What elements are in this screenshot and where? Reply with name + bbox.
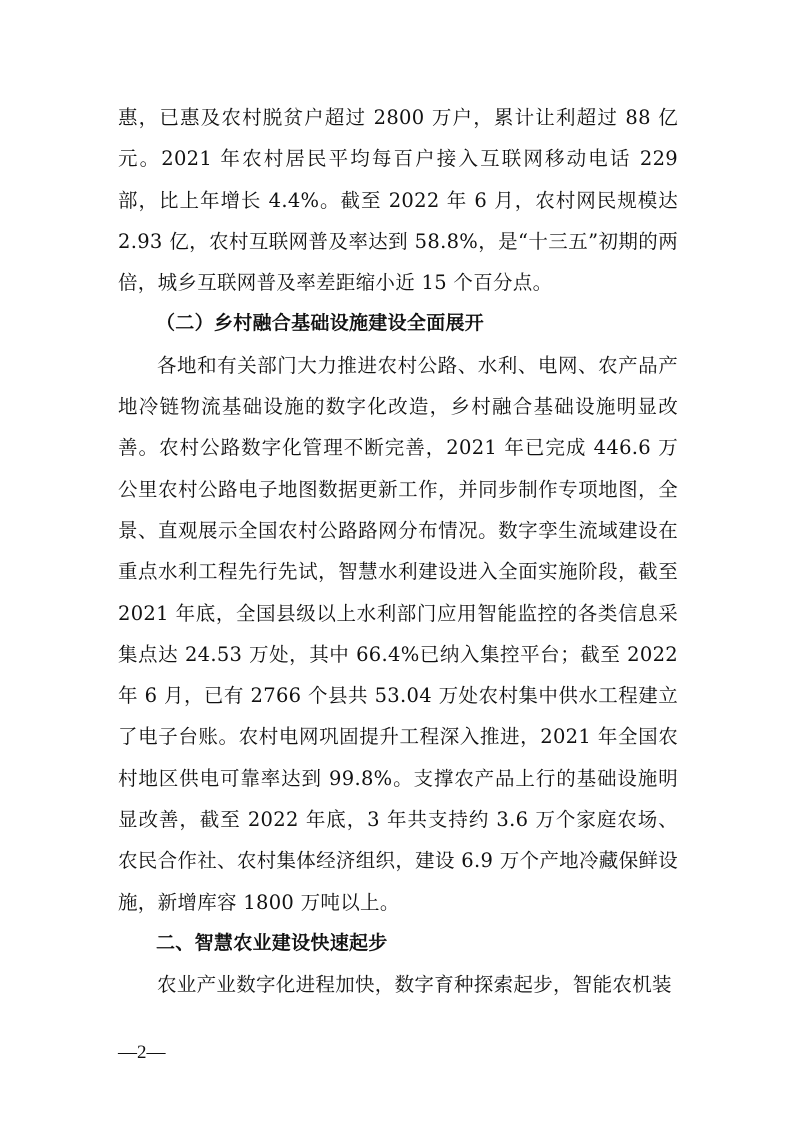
- page-number: —2—: [118, 1042, 166, 1063]
- paragraph-infrastructure: 各地和有关部门大力推进农村公路、水利、电网、农产品产地冷链物流基础设施的数字化改造，乡村融合基础设施明显改善。农村公路数字化管理不断完善，2021 年已完成 446.6 万公里农村公路电子地图数据更新工作，并同步制作专项地图，全景、直观展示全国农村公路路网分布情况。数字孪生流域建设在重点水利工程先行先试，智慧水利建设进入全面实施阶段，截至 2021 年底，全国县级以上水利部门应用智能监控的各类信息采集点达 24.53 万处，其中 66.4%已纳入集控平台；截至 2022 年 6 月，已有 2766 个县共 53.04 万处农村集中供水工程建立了电子台账。农村电网巩固提升工程深入推进，2021 年全国农村地区供电可靠率达到 99.8%。支撑农产品上行的基础设施明显改善，截至 2022 年底，3 年共支持约 3.6 万个家庭农场、农民合作社、农村集体经济组织，建设 6.9 万个产地冷藏保鲜设施，新增库容 1800 万吨以上。: [118, 353, 678, 914]
- paragraph-internet-access: 惠，已惠及农村脱贫户超过 2800 万户，累计让利超过 88 亿元。2021 年农村居民平均每百户接入互联网移动电话 229 部，比上年增长 4.4%。截至 2022 年 6 月，农村网民规模达 2.93 亿，农村互联网普及率达到 58.8%，是“十三五”初期的两倍，城乡互联网普及率差距缩小近 15 个百分点。: [118, 106, 678, 295]
- section-heading-infrastructure: （二）乡村融合基础设施建设全面展开: [156, 312, 485, 335]
- paragraph-smart-agriculture: 农业产业数字化进程加快，数字育种探索起步，智能农机装: [157, 973, 672, 997]
- section-heading-smart-agriculture: 二、智慧农业建设快速起步: [156, 931, 388, 954]
- document-body: [118, 97, 678, 1006]
